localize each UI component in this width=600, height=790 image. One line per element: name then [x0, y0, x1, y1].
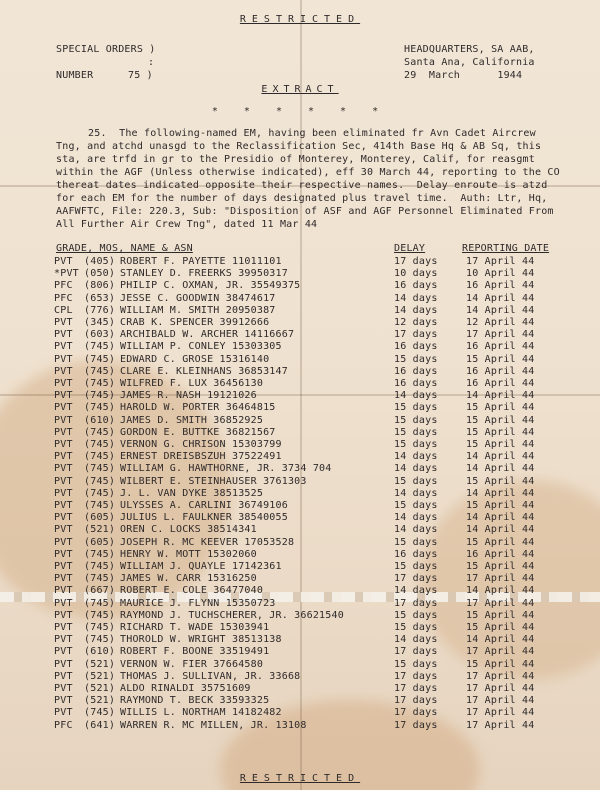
row-grade: PVT	[54, 670, 73, 682]
row-grade: PVT	[54, 683, 73, 694]
row-name: WILLIAM M. SMITH 20950387	[120, 304, 276, 316]
row-delay: 15 days	[394, 622, 438, 633]
row-reporting-date: 14 April 44	[466, 634, 535, 646]
row-reporting-date: 14 April 44	[466, 524, 535, 536]
row-delay: 14 days	[394, 451, 438, 463]
row-grade: PFC	[54, 719, 73, 731]
row-grade: PVT	[54, 256, 73, 267]
row-grade: PVT	[54, 695, 73, 707]
row-delay: 12 days	[394, 317, 438, 328]
row-name: MAURICE J. FLYNN 15350723	[120, 597, 276, 609]
row-mos: (745)	[84, 451, 116, 463]
extract-title: EXTRACT	[261, 84, 339, 95]
row-delay: 14 days	[394, 524, 438, 536]
row-grade: PVT	[54, 548, 73, 560]
row-mos: (605)	[84, 536, 116, 548]
row-reporting-date: 14 April 44	[466, 390, 535, 402]
row-name: WILBERT E. STEINHAUSER 3761303	[120, 475, 307, 487]
row-reporting-date: 17 April 44	[466, 695, 535, 707]
row-name: WARREN R. MC MILLEN, JR. 13108	[120, 719, 307, 731]
row-delay: 16 days	[394, 365, 438, 377]
row-name: STANLEY D. FREERKS 39950317	[120, 268, 288, 280]
paragraph-line: AAFWFTC, File: 220.3, Sub: "Disposition of ASF and AGF Personnel Eliminated From	[56, 206, 554, 217]
row-delay: 15 days	[394, 353, 438, 365]
row-reporting-date: 17 April 44	[466, 683, 535, 694]
date-year: 1944	[497, 70, 523, 81]
row-delay: 17 days	[394, 597, 438, 609]
row-name: GORDON E. BUTTKE 36821567	[120, 426, 276, 438]
row-name: JAMES D. SMITH 36852925	[120, 414, 264, 426]
row-mos: (745)	[84, 426, 116, 438]
row-mos: (745)	[84, 634, 116, 646]
row-reporting-date: 16 April 44	[466, 548, 535, 560]
row-reporting-date: 16 April 44	[466, 378, 535, 389]
row-reporting-date: 14 April 44	[466, 487, 535, 499]
row-reporting-date: 14 April 44	[466, 585, 535, 597]
row-grade: PVT	[54, 585, 73, 597]
row-name: JOSEPH R. MC KEEVER 17053528	[120, 536, 295, 548]
row-name: JULIUS L. FAULKNER 38540055	[120, 512, 288, 524]
column-header-delay: DELAY	[394, 243, 426, 254]
row-delay: 15 days	[394, 500, 438, 511]
row-grade: PVT	[54, 451, 73, 463]
row-delay: 15 days	[394, 536, 438, 548]
row-grade: CPL	[54, 304, 73, 316]
row-name: JAMES R. NASH 19121026	[120, 390, 257, 402]
row-name: CLARE E. KLEINHANS 36853147	[120, 365, 288, 377]
row-delay: 17 days	[394, 719, 438, 731]
row-mos: (521)	[84, 524, 116, 536]
number-label: NUMBER	[56, 70, 94, 81]
restricted-stamp-bottom: RESTRICTED	[239, 773, 361, 784]
row-reporting-date: 15 April 44	[466, 536, 535, 548]
row-grade: PVT	[54, 426, 73, 438]
row-name: ROBERT F. BOONE 33519491	[120, 646, 270, 658]
row-mos: (745)	[84, 475, 116, 487]
row-name: RAYMOND J. TUCHSCHERER, JR. 36621540	[120, 609, 344, 621]
row-delay: 16 days	[394, 548, 438, 560]
row-name: WILLIAM J. QUAYLE 17142361	[120, 561, 282, 572]
row-delay: 17 days	[394, 683, 438, 694]
paragraph-line: within the AGF (Unless otherwise indicated), eff 30 March 44, reporting to the CO	[56, 167, 560, 178]
paragraph-line: thereat dates indicated opposite their respective names. Delay enroute is atzd	[56, 180, 548, 191]
row-name: ROBERT F. PAYETTE 11011101	[120, 256, 282, 267]
row-reporting-date: 17 April 44	[466, 573, 535, 585]
row-grade: PVT	[54, 609, 73, 621]
row-name: HENRY W. MOTT 15302060	[120, 548, 257, 560]
row-delay: 15 days	[394, 402, 438, 414]
row-grade: PVT	[54, 634, 73, 646]
row-name: ALDO RINALDI 35751609	[120, 683, 251, 694]
row-mos: (641)	[84, 719, 116, 731]
row-reporting-date: 14 April 44	[466, 451, 535, 463]
row-name: JAMES W. CARR 15316250	[120, 573, 257, 585]
row-grade: PVT	[54, 365, 73, 377]
row-reporting-date: 15 April 44	[466, 414, 535, 426]
row-reporting-date: 15 April 44	[466, 353, 535, 365]
row-mos: (745)	[84, 353, 116, 365]
row-delay: 14 days	[394, 390, 438, 402]
row-reporting-date: 12 April 44	[466, 317, 535, 328]
number-value: 75 )	[128, 70, 153, 81]
row-mos: (521)	[84, 658, 116, 670]
paragraph-line: for each EM for the number of days designated plus travel time. Auth: Ltr, Hq,	[56, 193, 548, 204]
row-delay: 15 days	[394, 561, 438, 572]
column-header-reporting-date: REPORTING DATE	[462, 243, 550, 254]
row-delay: 16 days	[394, 378, 438, 389]
row-delay: 10 days	[394, 268, 438, 280]
row-name: OREN C. LOCKS 38514341	[120, 524, 257, 536]
row-mos: (050)	[84, 268, 116, 280]
row-mos: (667)	[84, 585, 116, 597]
row-grade: PVT	[54, 402, 73, 414]
row-reporting-date: 17 April 44	[466, 707, 535, 719]
row-reporting-date: 15 April 44	[466, 475, 535, 487]
row-grade: PVT	[54, 597, 73, 609]
row-mos: (776)	[84, 304, 116, 316]
row-name: PHILIP C. OXMAN, JR. 35549375	[120, 280, 301, 292]
row-grade: PVT	[54, 512, 73, 524]
row-name: J. L. VAN DYKE 38513525	[120, 487, 264, 499]
row-grade: PVT	[54, 341, 73, 353]
row-grade: PVT	[54, 329, 73, 341]
row-mos: (745)	[84, 548, 116, 560]
row-reporting-date: 10 April 44	[466, 268, 535, 280]
row-name: WILLIS L. NORTHAM 14182482	[120, 707, 282, 719]
row-name: ULYSSES A. CARLINI 36749106	[120, 500, 288, 511]
row-grade: PVT	[54, 353, 73, 365]
row-name: EDWARD C. GROSE 15316140	[120, 353, 270, 365]
row-reporting-date: 15 April 44	[466, 658, 535, 670]
date-month: March	[428, 70, 461, 81]
row-delay: 16 days	[394, 280, 438, 292]
row-mos: (745)	[84, 573, 116, 585]
location-line: Santa Ana, California	[404, 57, 535, 68]
row-grade: PVT	[54, 622, 73, 633]
row-delay: 15 days	[394, 426, 438, 438]
row-grade: PVT	[54, 561, 73, 572]
row-grade: PVT	[54, 500, 73, 511]
row-grade: PVT	[54, 524, 73, 536]
row-reporting-date: 15 April 44	[466, 609, 535, 621]
row-name: HAROLD W. PORTER 36464815	[120, 402, 276, 414]
row-delay: 14 days	[394, 487, 438, 499]
row-reporting-date: 14 April 44	[466, 512, 535, 524]
row-delay: 15 days	[394, 439, 438, 450]
row-reporting-date: 15 April 44	[466, 439, 535, 450]
row-mos: (745)	[84, 609, 116, 621]
row-grade: PVT	[54, 378, 73, 389]
row-grade: PVT	[54, 573, 73, 585]
row-mos: (745)	[84, 707, 116, 719]
row-name: RICHARD T. WADE 15303941	[120, 622, 270, 633]
row-grade: PVT	[54, 707, 73, 719]
row-grade: PVT	[54, 439, 73, 450]
row-delay: 14 days	[394, 585, 438, 597]
row-name: THOMAS J. SULLIVAN, JR. 33668	[120, 670, 301, 682]
row-delay: 14 days	[394, 512, 438, 524]
row-reporting-date: 17 April 44	[466, 646, 535, 658]
row-grade: PVT	[54, 390, 73, 402]
row-delay: 17 days	[394, 573, 438, 585]
order-date	[404, 70, 522, 82]
row-grade: PVT	[54, 536, 73, 548]
row-name: ERNEST DREISBSZUH 37522491	[120, 451, 282, 463]
row-reporting-date: 16 April 44	[466, 280, 535, 292]
row-mos: (745)	[84, 500, 116, 511]
row-mos: (405)	[84, 256, 116, 267]
row-mos: (745)	[84, 378, 116, 389]
paragraph-line: All Further Air Crew Tng", dated 11 Mar 44	[56, 219, 318, 230]
row-reporting-date: 15 April 44	[466, 426, 535, 438]
row-delay: 17 days	[394, 329, 438, 341]
headquarters-line: HEADQUARTERS, SA AAB,	[404, 44, 535, 55]
restricted-stamp: RESTRICTED	[239, 14, 361, 25]
row-reporting-date: 14 April 44	[466, 292, 535, 304]
row-delay: 14 days	[394, 634, 438, 646]
row-delay: 15 days	[394, 609, 438, 621]
row-mos: (521)	[84, 670, 116, 682]
row-reporting-date: 15 April 44	[466, 500, 535, 511]
row-delay: 15 days	[394, 414, 438, 426]
row-grade: PFC	[54, 280, 73, 292]
row-reporting-date: 17 April 44	[466, 597, 535, 609]
row-delay: 17 days	[394, 695, 438, 707]
row-mos: (745)	[84, 341, 116, 353]
row-grade: PVT	[54, 317, 73, 328]
row-grade: PFC	[54, 292, 73, 304]
row-reporting-date: 14 April 44	[466, 304, 535, 316]
row-delay: 15 days	[394, 658, 438, 670]
row-reporting-date: 14 April 44	[466, 463, 535, 475]
row-delay: 17 days	[394, 707, 438, 719]
row-mos: (745)	[84, 390, 116, 402]
row-delay: 17 days	[394, 256, 438, 267]
row-grade: PVT	[54, 487, 73, 499]
row-name: WILLIAM P. CONLEY 15303305	[120, 341, 282, 353]
row-mos: (610)	[84, 646, 116, 658]
row-mos: (745)	[84, 439, 116, 450]
row-reporting-date: 15 April 44	[466, 402, 535, 414]
row-name: WILLIAM G. HAWTHORNE, JR. 3734 704	[120, 463, 332, 475]
paragraph-line: sta, are trfd in gr to the Presidio of Monterey, Monterey, Calif, for reasgmt	[56, 154, 535, 165]
paragraph-line: 25. The following-named EM, having been eliminated fr Avn Cadet Aircrew	[88, 128, 536, 139]
row-mos: (745)	[84, 561, 116, 572]
row-delay: 17 days	[394, 646, 438, 658]
row-mos: (745)	[84, 365, 116, 377]
paragraph-line: Tng, and atchd unasgd to the Reclassification Sec, 414th Base Hq & AB Sq, this	[56, 141, 542, 152]
row-grade: PVT	[54, 475, 73, 487]
row-reporting-date: 16 April 44	[466, 341, 535, 353]
row-delay: 16 days	[394, 341, 438, 353]
row-mos: (806)	[84, 280, 116, 292]
row-reporting-date: 16 April 44	[466, 365, 535, 377]
special-orders-mark: :	[148, 57, 155, 68]
row-name: THOROLD W. WRIGHT 38513138	[120, 634, 282, 646]
row-mos: (610)	[84, 414, 116, 426]
row-reporting-date: 17 April 44	[466, 670, 535, 682]
date-day: 29	[404, 70, 417, 81]
special-orders-label: SPECIAL ORDERS )	[56, 44, 156, 55]
row-mos: (653)	[84, 292, 116, 304]
row-name: JESSE C. GOODWIN 38474617	[120, 292, 276, 304]
row-mos: (745)	[84, 597, 116, 609]
row-grade: *PVT	[54, 268, 79, 280]
row-name: VERNON W. FIER 37664580	[120, 658, 264, 670]
row-delay: 17 days	[394, 670, 438, 682]
row-name: VERNON G. CHRISON 15303799	[120, 439, 282, 450]
row-delay: 14 days	[394, 292, 438, 304]
section-divider-asterisks: * * * * * *	[211, 106, 389, 117]
row-reporting-date: 17 April 44	[466, 329, 535, 341]
row-reporting-date: 15 April 44	[466, 561, 535, 572]
row-reporting-date: 15 April 44	[466, 622, 535, 633]
row-mos: (745)	[84, 622, 116, 633]
row-reporting-date: 17 April 44	[466, 256, 535, 267]
row-grade: PVT	[54, 658, 73, 670]
row-reporting-date: 17 April 44	[466, 719, 535, 731]
row-mos: (345)	[84, 317, 116, 328]
row-grade: PVT	[54, 414, 73, 426]
row-mos: (521)	[84, 695, 116, 707]
row-mos: (605)	[84, 512, 116, 524]
row-grade: PVT	[54, 646, 73, 658]
row-delay: 15 days	[394, 475, 438, 487]
row-delay: 14 days	[394, 304, 438, 316]
row-mos: (521)	[84, 683, 116, 694]
row-name: RAYMOND T. BECK 33593325	[120, 695, 270, 707]
row-name: WILFRED F. LUX 36456130	[120, 378, 264, 389]
row-mos: (745)	[84, 487, 116, 499]
column-header-grade-mos-name: GRADE, MOS, NAME & ASN	[56, 243, 193, 254]
row-name: ARCHIBALD W. ARCHER 14116667	[120, 329, 295, 341]
row-mos: (603)	[84, 329, 116, 341]
row-name: ROBERT E. COLE 36477040	[120, 585, 264, 597]
row-delay: 14 days	[394, 463, 438, 475]
row-mos: (745)	[84, 463, 116, 475]
row-grade: PVT	[54, 463, 73, 475]
row-mos: (745)	[84, 402, 116, 414]
row-name: CRAB K. SPENCER 39912666	[120, 317, 270, 328]
